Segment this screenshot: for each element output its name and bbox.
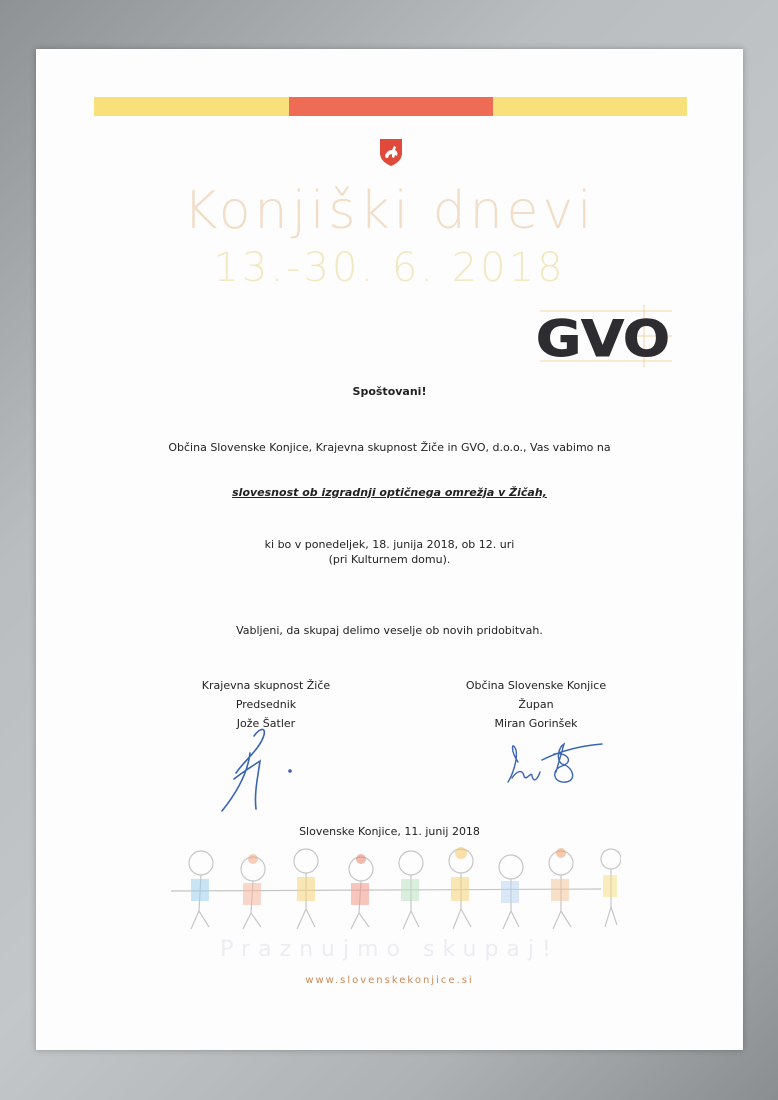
website-link[interactable]: www.slovenskekonjice.si — [305, 975, 474, 986]
gvo-logo — [532, 305, 677, 367]
signatory-left-organization: Krajevna skupnost Žiče — [201, 679, 331, 692]
header-band-yellow-left — [94, 97, 289, 116]
signatory-right-role: Župan — [518, 698, 554, 711]
signatory-right-name: Miran Gorinšek — [494, 717, 578, 730]
header-band-red — [289, 97, 493, 116]
event-dates: 13.-30. 6. 2018 — [213, 245, 566, 291]
invitation-intro: Občina Slovenske Konjice, Krajevna skupnost Žiče in GVO, d.o.o., Vas vabimo na — [168, 441, 611, 454]
signatory-left-role: Predsednik — [235, 698, 297, 711]
welcome-line: Vabljeni, da skupaj delimo veselje ob novih pridobitvah. — [236, 624, 543, 637]
event-time: ki bo v ponedeljek, 18. junija 2018, ob 12. uri — [264, 538, 515, 551]
signatory-right-organization: Občina Slovenske Konjice — [465, 679, 607, 692]
signature-left — [214, 721, 304, 816]
greeting: Spoštovani! — [352, 385, 427, 398]
header-band-yellow-right — [493, 97, 687, 116]
invitation-page — [36, 49, 743, 1050]
event-name: slovesnost ob izgradnji optičnega omrežja v Žičah, — [232, 486, 547, 499]
event-title: Konjiški dnevi — [183, 181, 596, 241]
children-illustration — [161, 841, 621, 936]
signature-right — [498, 732, 608, 792]
letter-date: Slovenske Konjice, 11. junij 2018 — [299, 825, 480, 838]
gvo-logo-text: GVO — [536, 310, 670, 367]
horse-crest-icon — [378, 137, 404, 167]
signatory-right — [426, 676, 646, 733]
signatory-left-name: Jože Šatler — [236, 717, 296, 730]
event-place: (pri Kulturnem domu). — [328, 553, 451, 566]
slogan: Praznujmo skupaj! — [220, 937, 559, 962]
